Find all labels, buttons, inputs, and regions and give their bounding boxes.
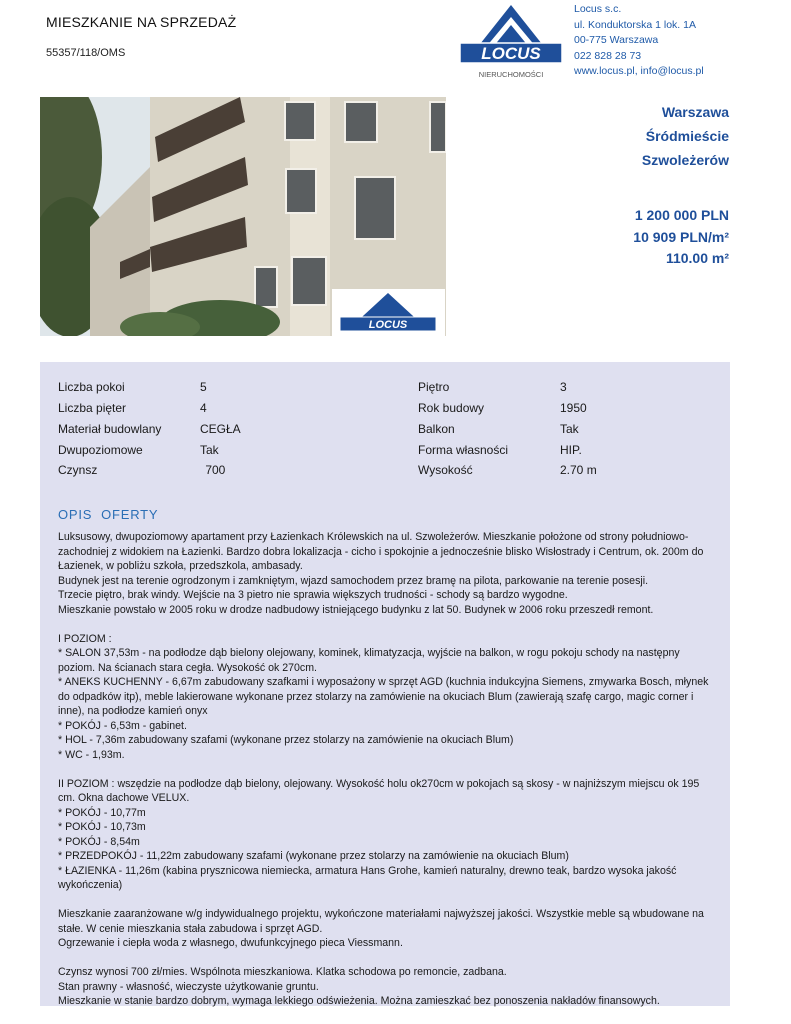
description-paragraph: * POKÓJ - 8,54m [58, 835, 140, 848]
location-district: Śródmieście [645, 128, 729, 144]
logo-subtext: NIERUCHOMOŚCI [478, 70, 544, 79]
description-paragraph: * ANEKS KUCHENNY - 6,67m zabudowany szafkami i wyposażony w sprzęt AGD (kuchnia indukcyjna Siemens, zmywarka Bosch, młynek do odpadków itp), meble lakierowane wykonane przez stolarzy na zamówienie na okuciach Blum (zawierają szafę cargo, magic corner i inne), na podłodze kamień onyx [58, 676, 709, 717]
description-spacer [58, 951, 718, 966]
description-paragraph: * HOL - 7,36m zabudowany szafami (wykonane przez stolarzy na zamówienie na okuciach Blum) [58, 734, 514, 746]
price-block [633, 205, 729, 270]
detail-label: Forma własności [418, 443, 509, 457]
detail-value: 700 [202, 463, 226, 477]
description-paragraph: Czynsz wynosi 700 zł/mies. Wspólnota mieszkaniowa. Klatka schodowa po remoncie, zadbana. [58, 966, 507, 978]
agency-contact [574, 2, 704, 80]
description-paragraph: II POZIOM : wszędzie na podłodze dąb bielony, olejowany. Wysokość holu ok270cm w pokojach są skosy - w najniższym miejscu ok 195 cm. Okna dachowe VELUX. [58, 777, 700, 804]
agency-city: 00-775 Warszawa [574, 34, 659, 47]
detail-label: Piętro [418, 380, 450, 394]
description-paragraph: * ŁAZIENKA - 11,26m (kabina prysznicowa niemiecka, armatura Hans Grohe, kamień naturalny, drewno teak, bardzo wysoka jakość wykończenia) [58, 864, 677, 891]
detail-value: 4 [200, 401, 207, 415]
description-paragraph: * POKÓJ - 6,53m - gabinet. [58, 719, 187, 732]
description-paragraph: Luksusowy, dwupoziomowy apartament przy Łazienkach Królewskich na ul. Szwoleżerów. Mieszkanie położone od strony południowo-zachodniej z widokiem na Łazienki. Bardzo dobra lokalizacja - cicho i spokojnie a jednocześnie blisko Wisłostrady i Centrum, ok. 200m do Łazienek, w pobliżu szkoła, przedszkola, ambasady. [58, 531, 704, 572]
detail-value: 2.70 m [560, 463, 597, 477]
logo-text: LOCUS [481, 44, 541, 63]
page-title: MIESZKANIE NA SPRZEDAŻ [46, 14, 237, 30]
description-spacer [58, 617, 718, 632]
description-paragraph: * SALON 37,53m - na podłodze dąb bielony olejowany, kominek, klimatyzacja, wyjście na balkon, w rogu pokoju schody na następny poziom. Na ścianach stara cegła. Wysokość ok 270cm. [58, 647, 680, 674]
description-paragraph: Mieszkanie zaaranżowane w/g indywidualnego projektu, wykończone materiałami najwyższej jakości. Wszystkie meble są wbudowane na stałe. W cenie mieszkania stała zabudowa i sprzęt AGD. [58, 908, 704, 935]
description-paragraph: I POZIOM : [58, 632, 112, 645]
description-spacer [58, 893, 718, 908]
detail-value: 5 [200, 380, 207, 394]
agency-web-email[interactable]: www.locus.pl, info@locus.pl [574, 65, 704, 78]
locus-logo-graphic [458, 3, 564, 83]
location-city: Warszawa [661, 104, 729, 120]
property-photo [40, 97, 446, 336]
description-paragraph: * POKÓJ - 10,73m [58, 821, 146, 833]
detail-label: Balkon [418, 422, 455, 436]
description-paragraph: Stan prawny - własność, wieczyste użytkowanie gruntu. [58, 980, 319, 993]
detail-value: Tak [200, 443, 219, 457]
agency-name: Locus s.c. [574, 3, 622, 15]
description-paragraph: Trzecie piętro, brak windy. Wejście na 3 pietro nie sprawia większych trudności - schody są bardzo wygodne. [58, 589, 568, 601]
detail-label: Materiał budowlany [58, 422, 162, 436]
description-paragraph: Mieszkanie w stanie bardzo dobrym, wymaga lekkiego odświeżenia. Można zamieszkać bez ponoszenia nakładów finansowych. [58, 995, 660, 1007]
offer-reference-number: 55357/118/OMS [46, 47, 126, 59]
description-paragraph: Ogrzewanie i ciepła woda z własnego, dwufunkcyjnego pieca Viessmann. [58, 937, 403, 949]
description-heading: OPIS OFERTY [58, 507, 159, 522]
detail-value: 3 [560, 380, 567, 394]
description-paragraph: * PRZEDPOKÓJ - 11,22m zabudowany szafami (wykonane przez stolarzy na zamówienie na okuciach Blum) [58, 850, 569, 862]
description-paragraph: * POKÓJ - 10,77m [58, 806, 146, 819]
detail-label: Rok budowy [418, 401, 485, 415]
agency-phone: 022 828 28 73 [574, 49, 642, 62]
detail-value: Tak [560, 422, 579, 436]
detail-label: Wysokość [418, 463, 473, 477]
location-street: Szwoleżerów [641, 152, 729, 168]
description-paragraph: Budynek jest na terenie ogrodzonym i zamkniętym, wjazd samochodem przez bramę na pilota, parkowanie na terenie posesji. [58, 574, 649, 587]
price-per-m2: 10 909 PLN/m² [633, 228, 729, 245]
detail-value: 1950 [560, 401, 587, 415]
description-paragraph: Mieszkanie powstało w 2005 roku w drodze nadbudowy istniejącego budynku z lat 50. Budynek w 2006 roku przeszedł remont. [58, 603, 654, 616]
detail-label: Czynsz [58, 463, 98, 477]
price-total: 1 200 000 PLN [634, 207, 729, 223]
detail-label: Liczba pokoi [58, 380, 125, 394]
location-block [642, 100, 729, 172]
locus-logo [458, 3, 564, 83]
detail-value: CEGŁA [200, 422, 241, 436]
description-spacer [58, 762, 718, 777]
photo-watermark: LOCUS [368, 319, 408, 331]
detail-label: Dwupoziomowe [58, 443, 143, 457]
agency-street: ul. Konduktorska 1 lok. 1A [574, 18, 696, 31]
area: 110.00 m² [665, 250, 729, 266]
detail-value: HIP. [560, 443, 582, 457]
description-paragraph: * WC - 1,93m. [58, 748, 125, 761]
detail-label: Liczba pięter [58, 401, 127, 415]
description-body [58, 530, 718, 1009]
